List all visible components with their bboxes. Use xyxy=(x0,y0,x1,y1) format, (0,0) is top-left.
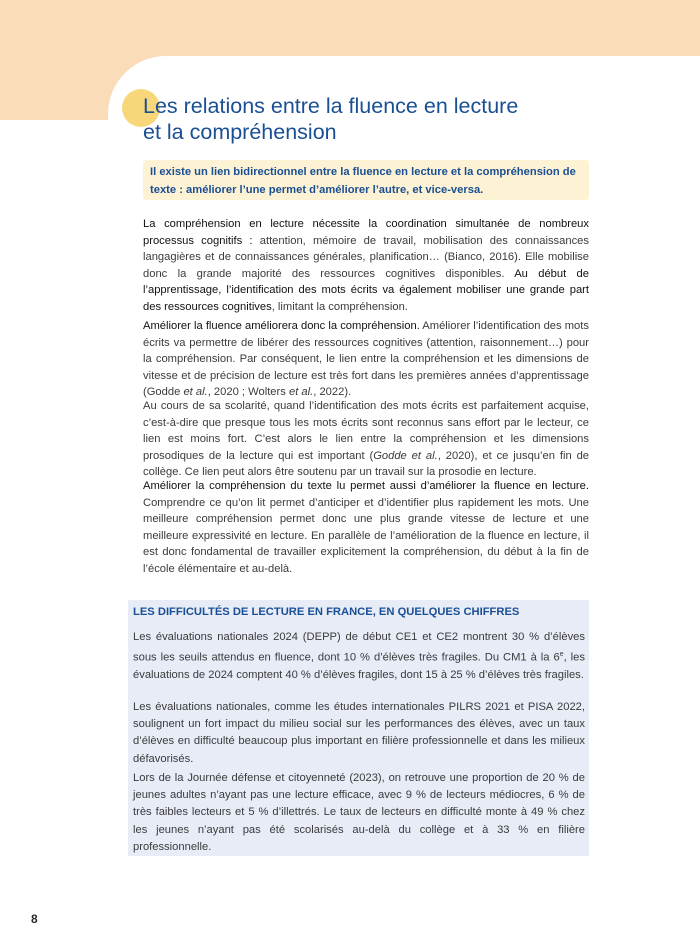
p3-citation: Godde et al. xyxy=(373,449,438,462)
p4-lead: Améliorer la compréhension du texte lu permet aussi d’améliorer la fluence en lecture. xyxy=(143,480,589,492)
p1-end: , limitant la compréhension. xyxy=(271,300,408,313)
body-paragraph-2 xyxy=(143,318,589,401)
section-title-line1: Les relations entre la fluence en lecture xyxy=(143,94,519,118)
p2-etal-1: et al. xyxy=(183,386,208,399)
p2-text-c: , 2022). xyxy=(313,386,352,399)
body-paragraph-1 xyxy=(143,216,589,316)
p3-text-a: Au cours de sa scolarité, quand l’identification des mots écrits est parfaitement acquise, c’est-à-dire que presque tous les mots écrits sont reconnus sans effort par le lecteur, ce lien est moins fort. C’est alors le lien entre la compréhension et les dimensions prosodiques de la lecture qui est important ( xyxy=(143,400,589,462)
s1-text-b: , les évaluations de 2024 comptent 40 % d’élèves fragiles, dont 15 à 25 % d’élèves très fragiles. xyxy=(133,651,585,682)
p1-lead: La compréhension en lecture nécessite la coordination simultanée de nombreux processus cognitifs : xyxy=(143,218,589,247)
stats-title: LES DIFFICULTÉS DE LECTURE EN FRANCE, EN QUELQUES CHIFFRES xyxy=(133,606,520,618)
stats-paragraph-1 xyxy=(133,629,585,684)
stats-paragraph-3: Lors de la Journée défense et citoyenneté (2023), on retrouve une proportion de 20 % de jeunes adultes n’ayant pas une lecture efficace, avec 9 % de lecteurs médiocres, 6 % de très faibles lecteurs et 5 % d’illettrés. Le taux de lecteurs en difficulté monte à 49 % chez les jeunes n’ayant pas été scolarisés au-delà du collège et à 33 % en filière professionnelle. xyxy=(133,772,585,853)
p1-rest: attention, mémoire de travail, mobilisation des connaissances langagières et de connaissances générales, planification… (Bianco, 2016). Elle mobilise donc la grande majorité des ressources cognitives disponibles. xyxy=(143,234,589,280)
p3-text-b: , 2020), et ce jusqu’en fin de collège. Ce lien peut alors être soutenu par un travail sur la prosodie en lecture. xyxy=(143,449,590,479)
intro-text: Il existe un lien bidirectionnel entre la fluence en lecture et la compréhension de texte : améliorer l’une permet d’améliorer l’autre, et vice-versa. xyxy=(150,166,576,196)
stats-paragraph-2: Les évaluations nationales, comme les études internationales PILRS 2021 et PISA 2022, soulignent un fort impact du milieu social sur les performances des élèves, avec un taux d’élèves en difficulté beaucoup plus important en filière professionnelle et dans les milieux défavorisés. xyxy=(133,701,585,765)
page-number: 8 xyxy=(31,912,38,926)
section-title xyxy=(143,93,603,145)
p1-lead2: Au début de l’apprentissage, l’identification des mots écrits va également mobiliser une grande part des ressources cognitives xyxy=(143,267,589,313)
body-paragraph-4 xyxy=(143,478,589,578)
section-title-line2: et la compréhension xyxy=(143,120,337,144)
body-paragraph-3 xyxy=(143,398,589,481)
content-panel-margin xyxy=(0,120,140,945)
s1-text-a: Les évaluations nationales 2024 (DEPP) de début CE1 et CE2 montrent 30 % d’élèves sous les seuils attendus en fluence, dont 10 % d’élèves très fragiles. Du CM1 à la 6 xyxy=(133,631,585,664)
s1-superscript: e xyxy=(559,651,564,659)
p2-etal-2: et al. xyxy=(288,386,314,399)
p2-text-b: , 2020 ; Wolters xyxy=(207,386,289,399)
p2-text-a: Améliorer l’identification des mots écrits va permettre de libérer des ressources cognitives (attention, raisonnement…) pour la compréhension. Par conséquent, le lien entre la compréhension et les dimensions de vitesse et de précision de lecture est très fort dans les premières années d’apprentissage (Godde xyxy=(143,320,589,399)
p4-rest: Comprendre ce qu’on lit permet d’anticiper et d’identifier plus rapidement les mots. Une meilleure compréhension permet donc une plus grande vitesse de lecture et une meilleure expressivité en lecture. En parallèle de l’amélioration de la fluence en lecture, il est donc fondamental de travailler explicitement la compréhension, du début à la fin de l’école élémentaire et au-delà. xyxy=(143,496,589,575)
p2-lead: Améliorer la fluence améliorera donc la compréhension. xyxy=(143,320,420,332)
